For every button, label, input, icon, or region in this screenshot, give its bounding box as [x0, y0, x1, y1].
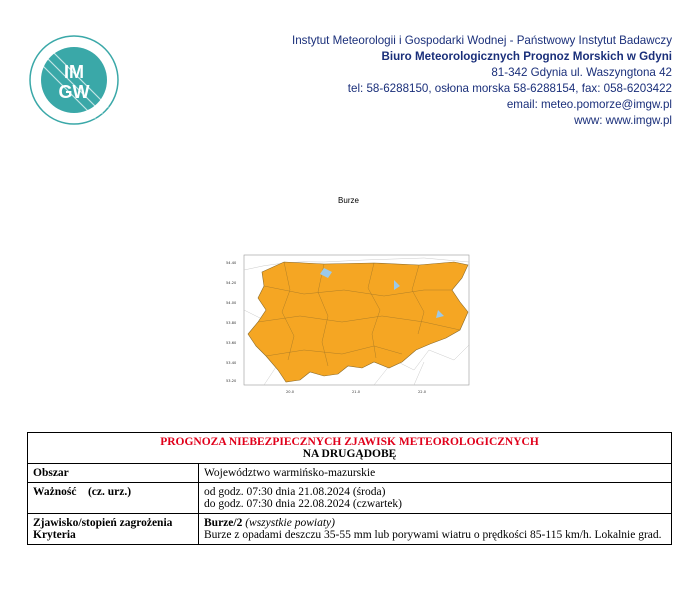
office-name: Biuro Meteorologicznych Prognoz Morskich w Gdyni — [381, 50, 672, 63]
obszar-label: Obszar — [28, 464, 199, 483]
map-ytick-4: 53.80 — [226, 321, 237, 325]
table-row — [28, 483, 672, 514]
table-row — [28, 514, 672, 545]
imgw-logo — [24, 35, 124, 125]
map-ytick-5: 53.60 — [226, 341, 237, 345]
www-line: www: www.imgw.pl — [574, 114, 672, 127]
waznosc-to: do godz. 07:30 dnia 22.08.2024 (czwartek) — [204, 498, 403, 510]
zjawisko-note: (wszystkie powiaty) — [242, 517, 335, 529]
kryteria-value: Burze z opadami deszczu 35-55 mm lub porywami wiatru o prędkości 85-115 km/h. Lokalnie grad. — [204, 529, 662, 541]
table-subtitle: NA DRUGĄDOBĘ — [302, 448, 397, 460]
map-ytick-1: 54.40 — [226, 261, 237, 265]
email-line: email: meteo.pomorze@imgw.pl — [506, 98, 672, 111]
warning-map — [224, 250, 474, 400]
map-ytick-2: 54.20 — [226, 281, 237, 285]
map-xtick-2: 21.0 — [352, 390, 361, 394]
zjawisko-label: Zjawisko/stopień zagrożenia — [33, 517, 173, 529]
waznosc-label: Ważność (cz. urz.) — [28, 483, 199, 514]
institute-header — [292, 33, 672, 129]
table-title: PROGNOZA NIEBEZPIECZNYCH ZJAWISK METEOROLOGICZNYCH — [160, 436, 539, 448]
obszar-value: Województwo warmińsko-mazurskie — [199, 464, 672, 483]
svg-text:GW: GW — [58, 82, 90, 102]
zjawisko-value: Burze/2 — [204, 517, 243, 529]
map-title: Burze — [338, 196, 359, 205]
map-xtick-1: 20.0 — [286, 390, 295, 394]
waznosc-from: od godz. 07:30 dnia 21.08.2024 (środa) — [204, 486, 386, 498]
map-ytick-6: 53.40 — [226, 361, 237, 365]
map-ytick-3: 54.00 — [226, 301, 237, 305]
phone-line: tel: 58-6288150, osłona morska 58-6288154, fax: 058-6203422 — [347, 82, 672, 95]
table-row — [28, 464, 672, 483]
map-xtick-3: 22.0 — [418, 390, 427, 394]
map-ytick-7: 53.20 — [226, 379, 237, 383]
svg-text:IM: IM — [64, 62, 84, 82]
title-row — [28, 433, 672, 464]
kryteria-label: Kryteria — [33, 529, 76, 541]
address: 81-342 Gdynia ul. Waszyngtona 42 — [491, 66, 672, 79]
institute-name: Instytut Meteorologii i Gospodarki Wodnej - Państwowy Instytut Badawczy — [292, 34, 672, 47]
forecast-table — [27, 432, 672, 545]
